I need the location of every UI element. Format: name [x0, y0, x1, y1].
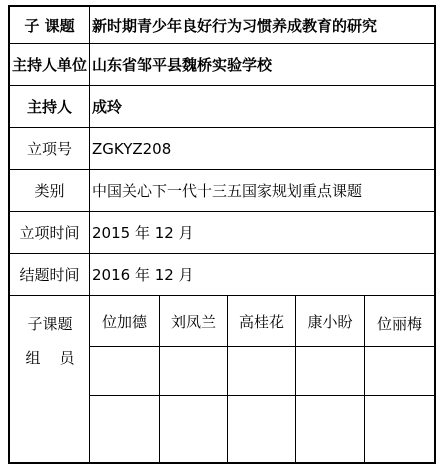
members-label-line1: 子课题 [27, 315, 73, 333]
label-project-number: 立项号 [26, 140, 72, 158]
value-host: 成玲 [92, 98, 123, 116]
value-start-date: 2015 年 12 月 [92, 224, 194, 242]
value-category: 中国关心下一代十三五国家规划重点课题 [92, 182, 363, 200]
member-name: 位加德 [101, 312, 147, 331]
member-name: 康小盼 [307, 312, 353, 331]
label-host-unit: 主持人单位 [11, 56, 87, 74]
value-subtopic: 新时期青少年良好行为习惯养成教育的研究 [92, 16, 378, 35]
member-name: 位丽梅 [376, 314, 422, 333]
value-end-date: 2016 年 12 月 [92, 266, 194, 284]
member-name: 刘凤兰 [170, 312, 216, 331]
label-start-date: 立项时间 [19, 224, 80, 242]
members-label-line2: 组 员 [25, 349, 75, 367]
member-name: 高桂花 [238, 312, 284, 331]
value-project-number: ZGKYZ208 [92, 139, 172, 158]
label-host: 主持人 [26, 98, 72, 116]
label-subtopic: 子 课题 [24, 16, 75, 35]
label-category: 类别 [34, 182, 65, 200]
label-end-date: 结题时间 [19, 266, 80, 284]
value-host-unit: 山东省邹平县魏桥实验学校 [92, 56, 273, 74]
